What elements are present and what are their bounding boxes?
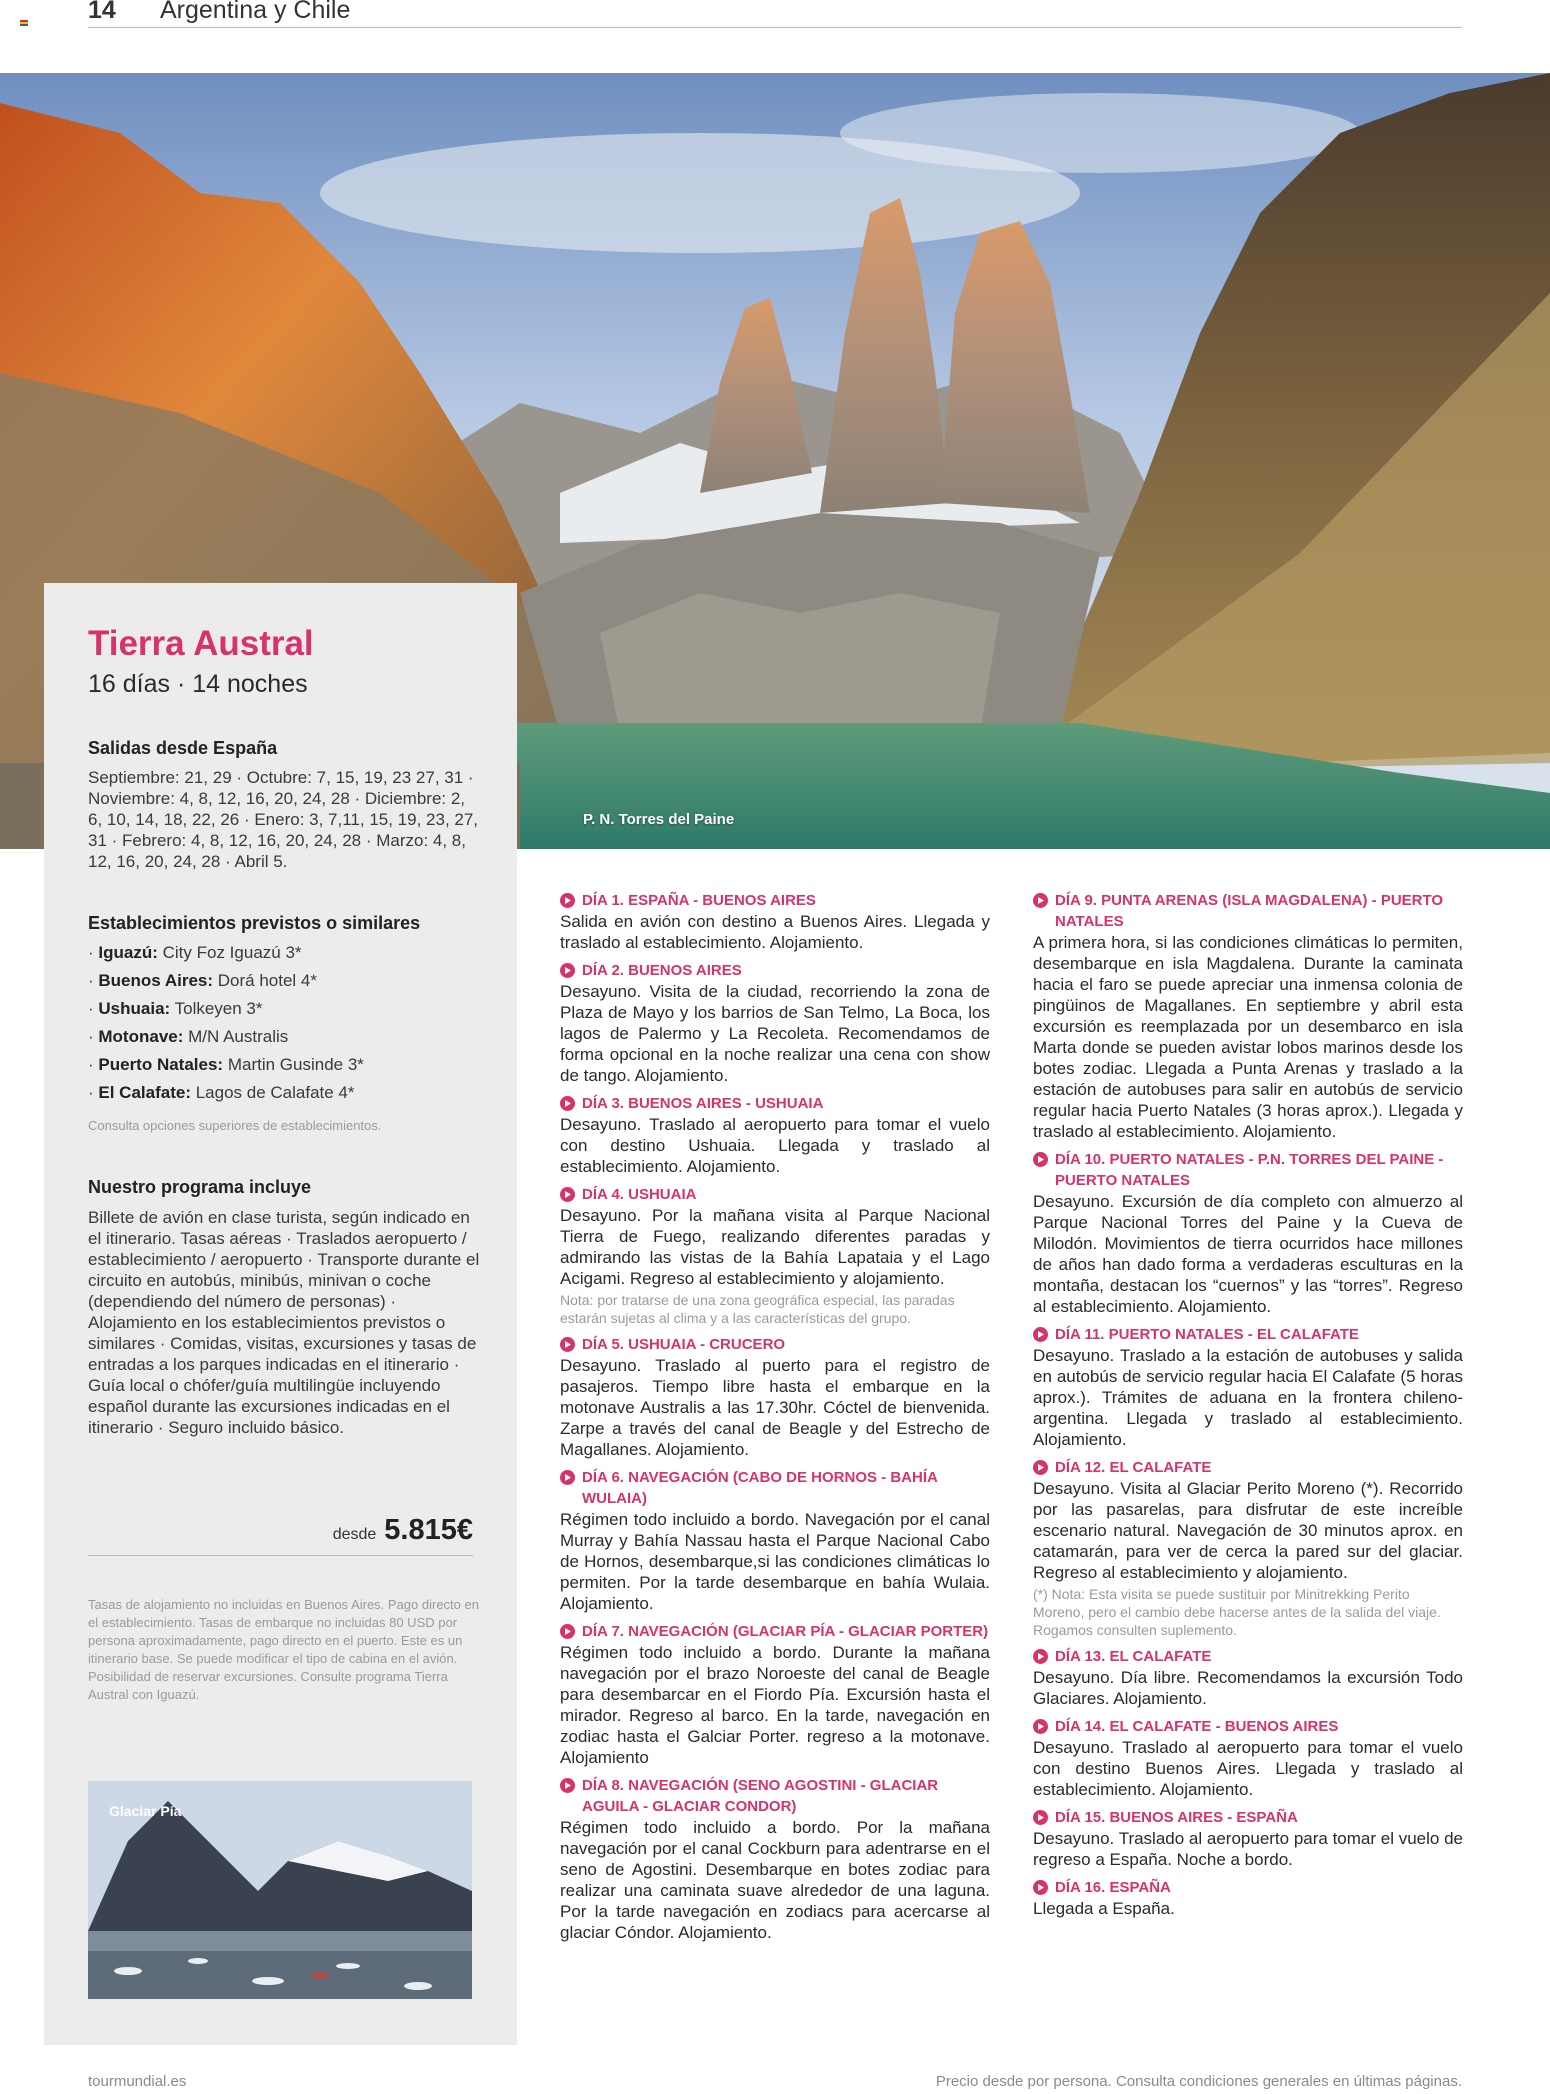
day-title: DÍA 10. PUERTO NATALES - P.N. TORRES DEL PAINE - PUERTO NATALES	[1033, 1149, 1463, 1191]
hotel-item: · Puerto Natales: Martin Gusinde 3*	[88, 1055, 364, 1074]
day-note: (*) Nota: Esta visita se puede sustituir por Minitrekking Perito Moreno, pero el cambio debe hacerse antes de la salida del viaje. Rogamos consulten suplemento.	[1033, 1586, 1441, 1638]
day-title: DÍA 16. ESPAÑA	[1033, 1877, 1463, 1898]
arrow-bullet-icon	[560, 1337, 575, 1352]
arrow-bullet-icon	[1033, 893, 1048, 908]
day-title: DÍA 6. NAVEGACIÓN (CABO DE HORNOS - BAHÍA WULAIA)	[560, 1467, 990, 1509]
itinerary-day	[1033, 890, 1463, 1142]
page-number: 14	[88, 0, 116, 24]
arrow-bullet-icon	[560, 1096, 575, 1111]
itinerary-day	[560, 1467, 990, 1614]
hotel-item: · Motonave: M/N Australis	[88, 1027, 289, 1046]
arrow-bullet-icon	[1033, 1327, 1048, 1342]
itinerary-day	[560, 890, 990, 953]
fine-print: Tasas de alojamiento no incluidas en Buenos Aires. Pago directo en el establecimiento. Tasas de embarque no incluidas 80 USD por persona aproximadamente, pago directo en el puerto. Este es un itinerario base. Se puede modificar el tipo de cabina en el avión. Posibilidad de reservar excursiones. Consulte programa Tierra Austral con Iguazú.	[88, 1597, 479, 1702]
section-title: Argentina y Chile	[160, 0, 351, 24]
itinerary-day	[1033, 1324, 1463, 1450]
itinerary-column-2	[1033, 890, 1463, 1926]
itinerary-day	[560, 1334, 990, 1460]
day-title: DÍA 3. BUENOS AIRES - USHUAIA	[560, 1093, 990, 1114]
glacier-pia-photo	[88, 1781, 472, 1999]
day-title: DÍA 4. USHUAIA	[560, 1184, 990, 1205]
day-title: DÍA 7. NAVEGACIÓN (GLACIAR PÍA - GLACIAR PORTER)	[560, 1621, 990, 1642]
itinerary-column-1	[560, 890, 990, 1950]
footer-website-link[interactable]: tourmundial.es	[88, 2073, 187, 2090]
day-description: Salida en avión con destino a Buenos Aires. Llegada y traslado al establecimiento. Alojamiento.	[560, 912, 990, 952]
page-header	[88, 0, 1462, 28]
price-row	[88, 1514, 473, 1556]
trip-duration: 16 días · 14 noches	[88, 670, 308, 698]
arrow-bullet-icon	[1033, 1460, 1048, 1475]
day-description: Desayuno. Visita al Glaciar Perito Moreno (*). Recorrido por las pasarelas, para disfrutar de este increíble escenario natural. Navegación de 30 minutos aprox. en catamarán, para ver de cerca la pared sur del glaciar. Regreso al establecimiento y alojamiento.	[1033, 1479, 1463, 1582]
itinerary-day	[560, 1621, 990, 1768]
day-description: Desayuno. Traslado al aeropuerto para tomar el vuelo con destino Ushuaia. Llegada y traslado al establecimiento. Alojamiento.	[560, 1115, 990, 1176]
itinerary-day	[1033, 1807, 1463, 1870]
trip-title: Tierra Austral	[88, 624, 314, 663]
itinerary-day	[1033, 1877, 1463, 1919]
arrow-bullet-icon	[560, 1624, 575, 1639]
arrow-bullet-icon	[1033, 1880, 1048, 1895]
trip-info-panel	[44, 583, 517, 2045]
day-description: Desayuno. Traslado al aeropuerto para tomar el vuelo de regreso a España. Noche a bordo.	[1033, 1829, 1463, 1869]
hotels-heading: Establecimientos previstos o similares	[88, 913, 421, 933]
day-description: A primera hora, si las condiciones climáticas lo permiten, desembarque en isla Magdalena. Durante la caminata hacia el faro se puede apreciar una inmensa colonia de pingüinos de Magallanes. En septiembre y abril esta excursión es reemplazada por un desembarco en isla Marta donde se pueden avistar lobos marinos desde los botes zodiac. Llegada a Punta Arenas y traslado a la estación de autobuses para salir en autobús de servicio regular hacia Puerto Natales (3 horas aprox.). Llegada y traslado al establecimiento. Alojamiento.	[1033, 933, 1463, 1141]
day-title: DÍA 13. EL CALAFATE	[1033, 1646, 1463, 1667]
day-description: Desayuno. Visita de la ciudad, recorriendo la zona de Plaza de Mayo y los barrios de San Telmo, La Boca, los lagos de Palermo y La Recoleta. Recomendamos de forma opcional en la noche realizar una cena con show de tango. Alojamiento.	[560, 982, 990, 1085]
hotel-list	[88, 939, 480, 1107]
day-description: Desayuno. Traslado al puerto para el registro de pasajeros. Tiempo libre hasta el embarque en la motonave Australis a las 17.30hr. Cóctel de bienvenida. Zarpe a través del canal de Beagle y del Estrecho de Magallanes. Alojamiento.	[560, 1356, 990, 1459]
itinerary-day	[560, 1184, 990, 1327]
day-title: DÍA 9. PUNTA ARENAS (ISLA MAGDALENA) - PUERTO NATALES	[1033, 890, 1463, 932]
price-value: 5.815€	[384, 1514, 473, 1546]
day-description: Régimen todo incluido a bordo. Durante la mañana navegación por el brazo Noroeste del canal de Beagle para desembarcar en el Fiordo Pía. Excursión hasta el mirador. Regreso al barco. En la tarde, navegación en zodiac hasta el Galciar Porter. regreso a la motonave. Alojamiento	[560, 1643, 990, 1767]
arrow-bullet-icon	[1033, 1649, 1048, 1664]
price-from-label: desde	[332, 1526, 377, 1543]
day-title: DÍA 8. NAVEGACIÓN (SENO AGOSTINI - GLACIAR AGUILA - GLACIAR CONDOR)	[560, 1775, 990, 1817]
hotel-item: · Iguazú: City Foz Iguazú 3*	[88, 943, 302, 962]
itinerary-day	[1033, 1716, 1463, 1800]
day-description: Desayuno. Excursión de día completo con almuerzo al Parque Nacional Torres del Paine y la Cueva de Milodón. Movimientos de tierra ocurridos hace millones de años han dado forma a verdaderas esculturas en la montaña, destacan los “cuernos” y las “torres”. Regreso al establecimiento. Alojamiento.	[1033, 1192, 1463, 1316]
day-title: DÍA 12. EL CALAFATE	[1033, 1457, 1463, 1478]
itinerary-day	[1033, 1457, 1463, 1639]
day-title: DÍA 2. BUENOS AIRES	[560, 960, 990, 981]
hotel-item: · El Calafate: Lagos de Calafate 4*	[88, 1083, 355, 1102]
itinerary-day	[560, 1093, 990, 1177]
arrow-bullet-icon	[560, 1778, 575, 1793]
program-includes-text: Billete de avión en clase turista, según indicado en el itinerario. Tasas aéreas · Traslados aeropuerto / establecimiento / aeropuerto · Transporte durante el circuito en autobús, minibús, minivan o coche (dependiendo del número de personas) · Alojamiento en los establecimientos previstos o similares · Comidas, visitas, excursiones y tasas de entradas a los parques indicadas en el itinerario · Guía local o chófer/guía multilingüe incluyendo español durante las excursiones indicadas en el itinerario · Seguro incluido básico.	[88, 1208, 480, 1437]
departures-dates: Septiembre: 21, 29 · Octubre: 7, 15, 19, 23 27, 31 · Noviembre: 4, 8, 12, 16, 20, 24, 28 · Diciembre: 2, 6, 10, 14, 18, 22, 26 · Enero: 3, 7,11, 15, 19, 23, 27, 31 · Febrero: 4, 8, 12, 16, 20, 24, 28 · Marzo: 4, 8, 12, 16, 20, 24, 28 · Abril 5.	[88, 768, 479, 871]
itinerary-day	[1033, 1149, 1463, 1317]
arrow-bullet-icon	[560, 893, 575, 908]
day-title: DÍA 15. BUENOS AIRES - ESPAÑA	[1033, 1807, 1463, 1828]
day-description: Desayuno. Por la mañana visita al Parque Nacional Tierra de Fuego, realizando diferentes paradas y admirando las vistas de la Bahía Lapataia y el Lago Acigami. Regreso al establecimiento y alojamiento.	[560, 1206, 990, 1288]
day-description: Llegada a España.	[1033, 1899, 1175, 1918]
day-description: Desayuno. Día libre. Recomendamos la excursión Todo Glaciares. Alojamiento.	[1033, 1668, 1463, 1708]
arrow-bullet-icon	[560, 1470, 575, 1485]
corner-flag-mark	[20, 20, 28, 26]
program-heading: Nuestro programa incluye	[88, 1177, 312, 1197]
hotel-item: · Buenos Aires: Dorá hotel 4*	[88, 971, 317, 990]
hotel-item: · Ushuaia: Tolkeyen 3*	[88, 999, 263, 1018]
day-description: Régimen todo incluido a bordo. Navegación por el canal Murray y Bahía Nassau hasta el Parque Nacional Cabo de Hornos, desembarque,si las condiciones climáticas lo permiten. Por la tarde desembarque en bahía Wulaia. Alojamiento.	[560, 1510, 990, 1613]
day-description: Desayuno. Traslado a la estación de autobuses y salida en autobús de servicio regular hacia El Calafate (5 horas aprox.). Trámites de aduana en la frontera chileno-argentina. Llegada y traslado al establecimiento. Alojamiento.	[1033, 1346, 1463, 1449]
day-description: Régimen todo incluido a bordo. Por la mañana navegación por el canal Cockburn para adentrarse en el seno de Agostini. Desembarque en botes zodiac para realizar una caminata suave alrededor de una laguna. Por la tarde navegación en zodiacs para acercarse al glaciar Cóndor. Alojamiento.	[560, 1818, 990, 1942]
day-title: DÍA 1. ESPAÑA - BUENOS AIRES	[560, 890, 990, 911]
hero-caption: P. N. Torres del Paine	[583, 811, 735, 828]
itinerary-day	[560, 1775, 990, 1943]
itinerary-day	[1033, 1646, 1463, 1709]
day-title: DÍA 14. EL CALAFATE - BUENOS AIRES	[1033, 1716, 1463, 1737]
arrow-bullet-icon	[560, 963, 575, 978]
hotels-note: Consulta opciones superiores de establecimientos.	[88, 1118, 382, 1133]
arrow-bullet-icon	[1033, 1152, 1048, 1167]
arrow-bullet-icon	[1033, 1719, 1048, 1734]
itinerary-day	[560, 960, 990, 1086]
day-note: Nota: por tratarse de una zona geográfica especial, las paradas estarán sujetas al clima y a las características del grupo.	[560, 1292, 955, 1326]
day-title: DÍA 11. PUERTO NATALES - EL CALAFATE	[1033, 1324, 1463, 1345]
day-description: Desayuno. Traslado al aeropuerto para tomar el vuelo con destino Buenos Aires. Llegada y traslado al establecimiento. Alojamiento.	[1033, 1738, 1463, 1799]
departures-heading: Salidas desde España	[88, 738, 278, 758]
arrow-bullet-icon	[560, 1187, 575, 1202]
day-title: DÍA 5. USHUAIA - CRUCERO	[560, 1334, 990, 1355]
arrow-bullet-icon	[1033, 1810, 1048, 1825]
footer-disclaimer: Precio desde por persona. Consulta condiciones generales en últimas páginas.	[935, 2073, 1462, 2090]
glacier-photo-caption: Glaciar Pía	[109, 1803, 182, 1819]
